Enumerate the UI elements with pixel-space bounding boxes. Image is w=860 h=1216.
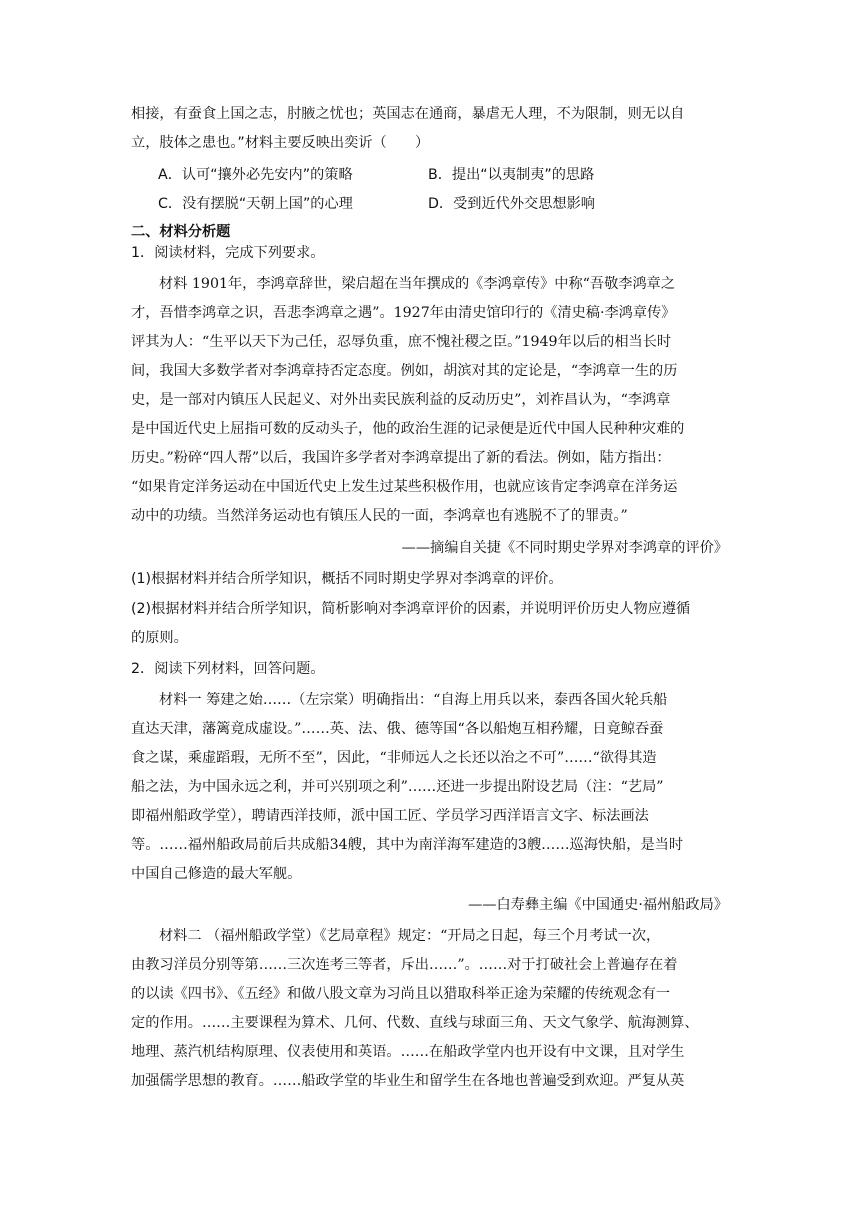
question-text-line: 相接，有蚕食上国之志，肘腋之忧也；英国志在通商，暴虐无人理，不为限制，则无以自 xyxy=(131,106,685,122)
material-line: “如果肯定洋务运动在中国近代史上发生过某些积极作用，也就应该肯定李鸿章在洋务运 xyxy=(131,479,678,495)
material-line: 地理、蒸汽机结构原理、仪表使用和英语。……在船政学堂内也开设有中文课，且对学生 xyxy=(131,1044,685,1060)
section-heading: 二、材料分析题 xyxy=(131,224,231,240)
question-1-prompt: 1．阅读材料，完成下列要求。 xyxy=(131,245,325,261)
material-line: 等。……福州船政局前后共成船34艘，其中为南洋海军建造的3艘……巡海快船，是当时 xyxy=(131,837,684,853)
material-line: 由教习洋员分别等第……三次连考三等者，斥出……”。……对于打破社会上普遍存在着 xyxy=(131,957,678,973)
option-a: A．认可“攘外必先安内”的策略 xyxy=(158,167,353,183)
question-2-prompt: 2．阅读下列材料，回答问题。 xyxy=(131,661,325,677)
material-line: 船之法，为中国永远之利，并可兴别项之利”……还进一步提出附设艺局（注：“艺局” xyxy=(131,779,664,795)
material-line: 间，我国大多数学者对李鸿章持否定态度。例如，胡滨对其的定论是，“李鸿章一生的历 xyxy=(131,363,678,379)
material-line: 材料一 筹建之始……（左宗棠）明确指出：“自海上用兵以来，泰西各国火轮兵船 xyxy=(159,692,668,708)
material-source: ——摘编自关捷《不同时期史学界对李鸿章的评价》 xyxy=(401,540,728,556)
material-source: ——白寿彝主编《中国通史·福州船政局》 xyxy=(468,897,728,913)
option-d: D．受到近代外交思想影响 xyxy=(428,196,595,212)
material-line: 史，是一部对内镇压人民起义、对外出卖民族利益的反动历史”，刘祚昌认为，“李鸿章 xyxy=(131,392,671,408)
question-text-line: 立，肢体之患也。”材料主要反映出奕䜣（ ） xyxy=(131,135,430,151)
material-line: 食之谋，乘虚蹈瑕，无所不至”，因此，“非师远人之长还以治之不可”……“欲得其造 xyxy=(131,750,657,766)
material-line: 历史。”粉碎“四人帮”以后，我国许多学者对李鸿章提出了新的看法。例如，陆方指出： xyxy=(131,450,671,466)
subquestion-2-cont: 的原则。 xyxy=(131,630,188,646)
material-line: 材料二 （福州船政学堂）《艺局章程》规定：“开局之日起，每三个月考试一次， xyxy=(159,928,661,944)
material-line: 是中国近代史上屈指可数的反动头子，他的政治生涯的记录便是近代中国人民种种灾难的 xyxy=(131,421,685,437)
material-line: 直达天津，藩篱竟成虚设。”……英、法、俄、德等国“各以船炮互相矜耀，日竟鲸吞蚕 xyxy=(131,721,664,737)
material-line: 定的作用。……主要课程为算术、几何、代数、直线与球面三角、天文气象学、航海测算、 xyxy=(131,1015,699,1031)
subquestion-1: (1)根据材料并结合所学知识，概括不同时期史学界对李鸿章的评价。 xyxy=(131,571,563,587)
material-line: 加强儒学思想的教育。……船政学堂的毕业生和留学生在各地也普遍受到欢迎。严复从英 xyxy=(131,1073,685,1089)
material-line: 才，吾惜李鸿章之识，吾悲李鸿章之遇”。1927年由清史馆印行的《清史稿·李鸿章传》 xyxy=(131,305,676,321)
option-c: C．没有摆脱“天朝上国”的心理 xyxy=(158,196,353,212)
material-line: 动中的功绩。当然洋务运动也有镇压人民的一面，李鸿章也有逃脱不了的罪责。” xyxy=(131,508,628,524)
option-b: B．提出“以夷制夷”的思路 xyxy=(428,167,595,183)
material-line: 材料 1901年，李鸿章辞世，梁启超在当年撰成的《李鸿章传》中称“吾敬李鸿章之 xyxy=(159,276,676,292)
material-line: 即福州船政学堂），聘请西洋技师，派中国工匠、学员学习西洋语言文字、标法画法 xyxy=(131,808,649,824)
material-line: 评其为人：“生平以天下为己任，忍辱负重，庶不愧社稷之臣。”1949年以后的相当长时 xyxy=(131,334,672,350)
material-line: 的以读《四书》、《五经》和做八股文章为习尚且以猎取科举正途为荣耀的传统观念有一 xyxy=(131,986,671,1002)
subquestion-2: (2)根据材料并结合所学知识，简析影响对李鸿章评价的因素，并说明评价历史人物应遵循 xyxy=(131,601,691,617)
material-line: 中国自己修造的最大军舰。 xyxy=(131,866,302,882)
